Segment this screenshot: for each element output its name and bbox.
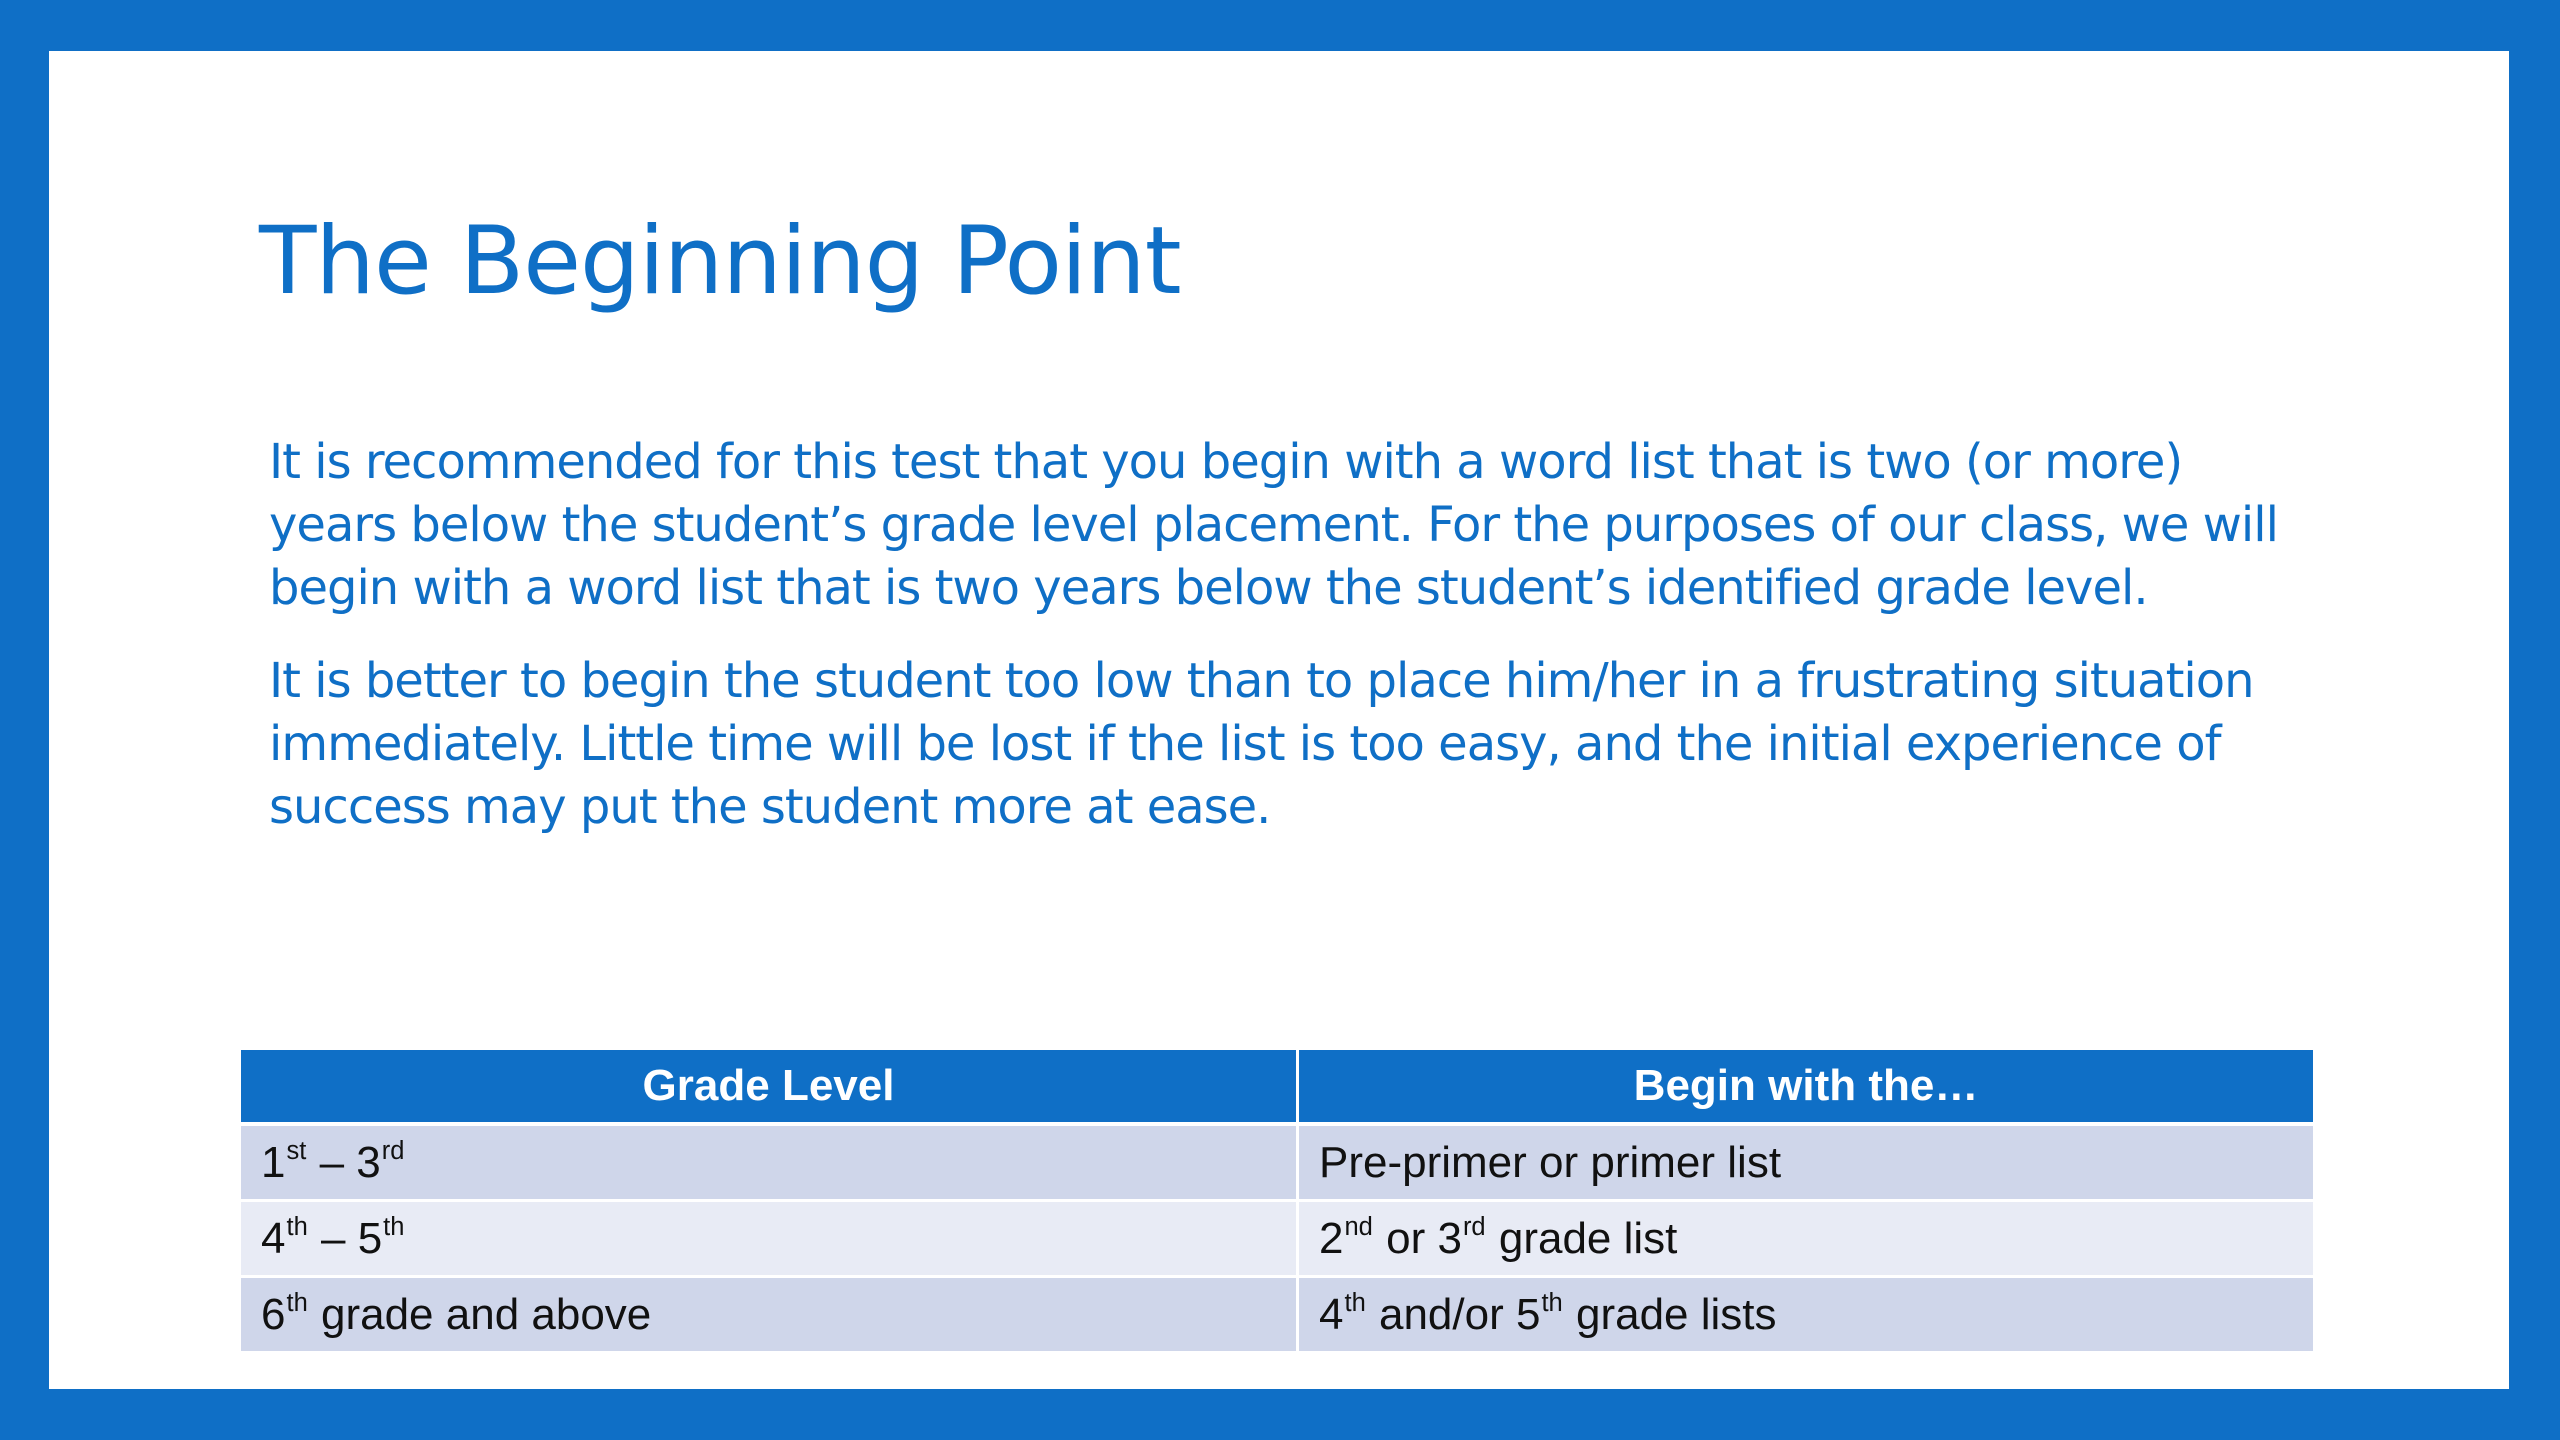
grade-separator: – bbox=[308, 1213, 358, 1263]
begin-tail: grade list bbox=[1486, 1213, 1678, 1263]
begin-grade-a-suffix: th bbox=[1344, 1288, 1366, 1317]
grade-start: 6 bbox=[261, 1289, 286, 1339]
begin-grade-b-suffix: th bbox=[1541, 1288, 1563, 1317]
slide-body bbox=[269, 431, 2319, 869]
grade-start-suffix: th bbox=[286, 1212, 308, 1241]
begin-grade-a: 4 bbox=[1319, 1289, 1344, 1339]
begin-grade-a: 2 bbox=[1319, 1213, 1344, 1263]
begin-text: Pre-primer or primer list bbox=[1319, 1137, 1782, 1187]
grade-end: 5 bbox=[357, 1213, 383, 1263]
begin-cell bbox=[1298, 1277, 2314, 1353]
begin-connector: or bbox=[1373, 1213, 1438, 1263]
grade-start: 4 bbox=[261, 1213, 286, 1263]
table-row bbox=[241, 1277, 2313, 1353]
grade-end: 3 bbox=[356, 1137, 381, 1187]
body-paragraph-1: It is recommended for this test that you begin with a word list that is two (or more) years below the student’s grade level placement. For the purposes of our class, we will begin with a word list that is two years below the student’s identified grade level. bbox=[269, 434, 2278, 616]
table-row bbox=[241, 1201, 2313, 1277]
slide bbox=[49, 51, 2509, 1389]
grade-start-suffix: st bbox=[286, 1136, 307, 1165]
grade-separator: – bbox=[307, 1137, 357, 1187]
begin-connector: and/or bbox=[1366, 1289, 1516, 1339]
grade-table bbox=[241, 1050, 2313, 1354]
begin-grade-b-suffix: rd bbox=[1462, 1212, 1486, 1241]
grade-cell bbox=[241, 1124, 1298, 1201]
begin-grade-a-suffix: nd bbox=[1344, 1212, 1373, 1241]
begin-grade-b: 5 bbox=[1515, 1289, 1541, 1339]
grade-cell bbox=[241, 1201, 1298, 1277]
grade-tail: grade and above bbox=[308, 1289, 652, 1339]
grade-cell bbox=[241, 1277, 1298, 1353]
header-begin-with: Begin with the… bbox=[1298, 1050, 2314, 1124]
body-paragraph-2: It is better to begin the student too low than to place him/her in a frustrating situation immediately. Little time will be lost if the list is too easy, and the initial experience of success may put the student more at ease. bbox=[269, 653, 2254, 835]
begin-grade-b: 3 bbox=[1437, 1213, 1462, 1263]
slide-title: The Beginning Point bbox=[259, 207, 1181, 316]
grade-start: 1 bbox=[261, 1137, 286, 1187]
table-header-row bbox=[241, 1050, 2313, 1124]
begin-cell bbox=[1298, 1201, 2314, 1277]
table-row bbox=[241, 1124, 2313, 1201]
grade-end-suffix: th bbox=[383, 1212, 405, 1241]
grade-start-suffix: th bbox=[286, 1288, 308, 1317]
header-grade-level: Grade Level bbox=[241, 1050, 1298, 1124]
grade-end-suffix: rd bbox=[381, 1136, 405, 1165]
begin-cell bbox=[1298, 1124, 2314, 1201]
begin-tail: grade lists bbox=[1563, 1289, 1777, 1339]
